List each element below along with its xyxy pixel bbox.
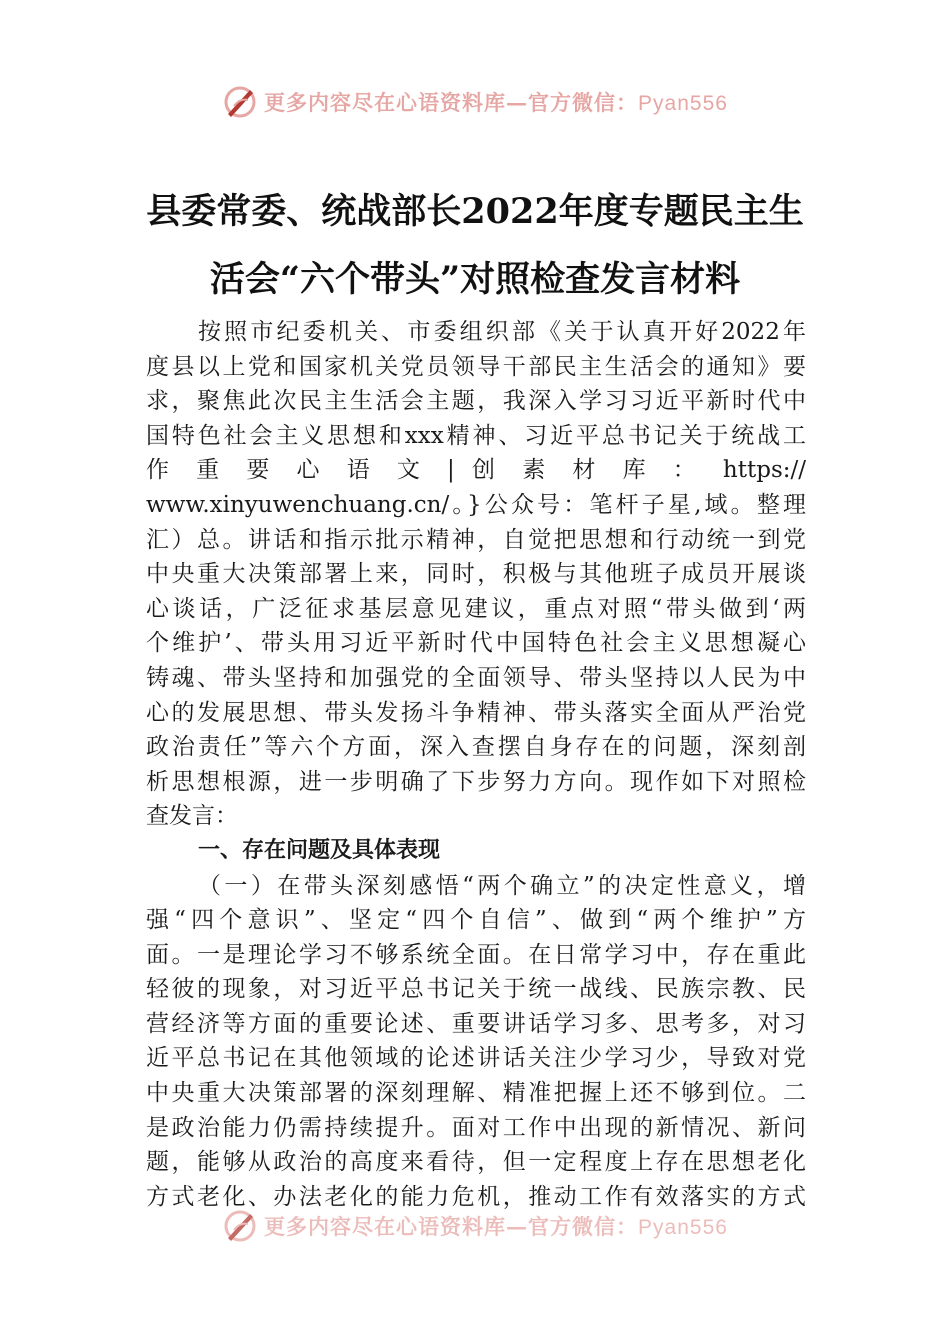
body-line: 国特色社会主义思想和xxx精神、习近平总书记关于统战工 bbox=[146, 422, 806, 449]
body-line: 个维护’、带头用习近平新时代中国特色社会主义思想凝心 bbox=[146, 630, 806, 657]
body-line: 铸魂、带头坚持和加强党的全面领导、带头坚持以人民为中 bbox=[146, 664, 806, 691]
body-line: 中央重大决策部署的深刻理解、精准把握上还不够到位。二 bbox=[146, 1080, 806, 1107]
document-title-line-1: 县委常委、统战部长2022年度专题民主生 bbox=[146, 191, 804, 232]
watermark-footer bbox=[0, 1206, 950, 1246]
body-line: 强“四个意识”、坚定“四个自信”、做到“两个维护”方 bbox=[146, 907, 806, 934]
section-heading: 一、存在问题及具体表现 bbox=[198, 837, 441, 863]
body-line: 政治责任”等六个方面，深入查摆自身存在的问题，深刻剖 bbox=[146, 734, 806, 761]
watermark-header bbox=[0, 82, 950, 122]
pen-logo-icon bbox=[222, 84, 258, 120]
body-line: 面。一是理论学习不够系统全面。在日常学习中，存在重此 bbox=[146, 941, 806, 968]
body-line: 题，能够从政治的高度来看待，但一定程度上存在思想老化 bbox=[146, 1149, 806, 1176]
body-line: 汇）总。讲话和指示批示精神，自觉把思想和行动统一到党 bbox=[146, 526, 806, 553]
body-line: 作 重 要 心 语 文 | 创 素 材 库 ： https:// bbox=[146, 457, 806, 484]
body-line: 求，聚焦此次民主生活会主题，我深入学习习近平新时代中 bbox=[146, 388, 806, 415]
body-line: 按照市纪委机关、市委组织部《关于认真开好2022年 bbox=[198, 319, 806, 345]
body-line: 心的发展思想、带头发扬斗争精神、带头落实全面从严治党 bbox=[146, 699, 806, 726]
body-line: 析思想根源，进一步明确了下步努力方向。现作如下对照检 bbox=[146, 768, 806, 795]
watermark-text: 更多内容尽在心语资料库—官方微信：Pyan556 bbox=[264, 1214, 728, 1239]
body-line: 近平总书记在其他领域的论述讲话关注少学习少，导致对党 bbox=[146, 1045, 806, 1072]
body-line: 轻彼的现象，对习近平总书记关于统一战线、民族宗教、民 bbox=[146, 976, 806, 1003]
document-title-line-2: 活会“六个带头”对照检查发言材料 bbox=[209, 259, 741, 300]
body-line: 中央重大决策部署上来，同时，积极与其他班子成员开展谈 bbox=[146, 561, 806, 588]
body-line: 心谈话，广泛征求基层意见建议，重点对照“带头做到‘两 bbox=[146, 595, 806, 622]
body-line: 度县以上党和国家机关党员领导干部民主生活会的通知》要 bbox=[146, 353, 806, 380]
body-line: 查发言： bbox=[146, 803, 238, 830]
pen-logo-icon bbox=[222, 1208, 258, 1244]
body-line: www.xinyuwenchuang.cn/。}公众号：笔杆子星,域。整理 bbox=[146, 491, 806, 518]
document-body bbox=[146, 315, 806, 1214]
watermark-text: 更多内容尽在心语资料库—官方微信：Pyan556 bbox=[264, 90, 728, 115]
body-line: （一）在带头深刻感悟“两个确立”的决定性意义，增 bbox=[198, 872, 806, 899]
body-line: 是政治能力仍需持续提升。面对工作中出现的新情况、新问 bbox=[146, 1114, 806, 1141]
body-line: 营经济等方面的重要论述、重要讲话学习多、思考多，对习 bbox=[146, 1010, 806, 1037]
body-line: 方式老化、办法老化的能力危机，推动工作有效落实的方式 bbox=[146, 1183, 806, 1210]
